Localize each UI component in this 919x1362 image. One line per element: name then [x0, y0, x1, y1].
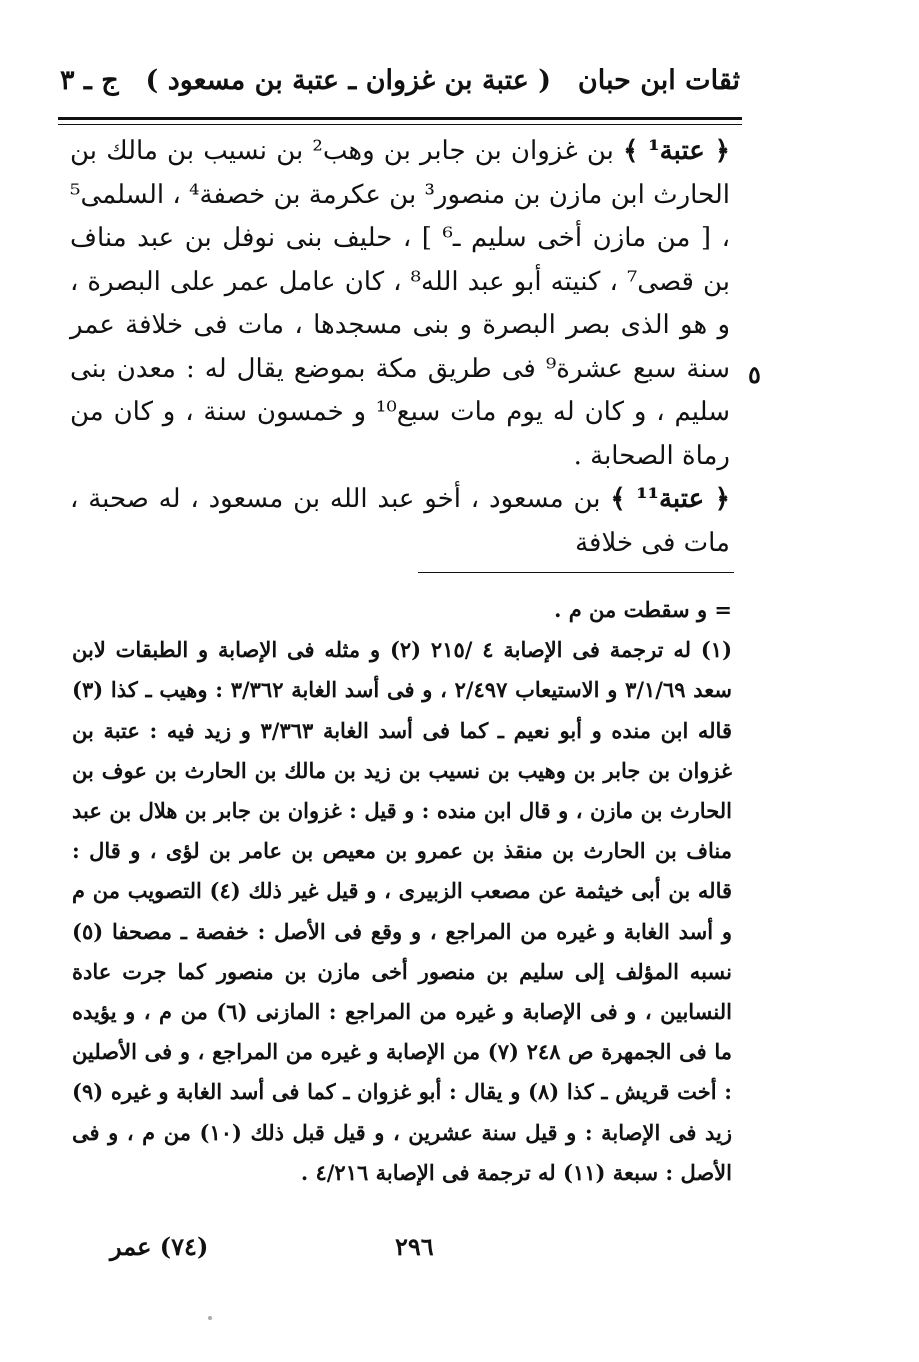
page-footer	[110, 1232, 740, 1272]
header-rule-thick	[58, 117, 742, 120]
header-rule-thin	[58, 124, 742, 125]
entry-text: بن غزوان بن جابر بن وهب² بن نسيب بن مالك بن الحارث ابن مازن بن منصور³ بن عكرمة بن خصفة⁴ ، السلمى⁵ ، [ من مازن أخى سليم ـ⁶ ] ، حليف بنى نوفل بن عبد مناف بن قصى⁷ ، كنيته أبو عبد الله⁸ ، كان عامل عمر على البصرة ، و هو الذى بصر البصرة و بنى مسجدها ، مات فى خلافة عمر سنة سبع عشرة⁹ فى طريق مكة بموضع يقال له : معدن بنى سليم ، و كان له يوم مات سبع¹⁰ و خمسون سنة ، و كان من رماة الصحابة .	[70, 136, 730, 471]
main-text	[70, 130, 730, 565]
running-header	[60, 58, 740, 102]
footnote-separator	[418, 572, 734, 573]
signature-mark: (٧٤) عمر	[110, 1232, 209, 1261]
entry-name: ﴿ عتبة¹¹ ﴾	[610, 484, 730, 514]
section-title: ( عتبة بن غزوان ـ عتبة بن مسعود )	[145, 64, 552, 96]
footnote-continuation: = و سقطت من م .	[554, 597, 732, 622]
line-number-marker: ٥	[748, 360, 761, 389]
entry-utba-ibn-ghazwan	[70, 130, 730, 478]
paper-speck	[208, 1316, 212, 1320]
entry-utba-ibn-masud	[70, 478, 730, 565]
page-number: ٢٩٦	[395, 1232, 434, 1261]
book-title: ثقات ابن حبان	[577, 64, 740, 96]
entry-name: ﴿ عتبة¹ ﴾	[623, 136, 730, 166]
footnotes	[72, 590, 732, 1193]
entry-text: بن مسعود ، أخو عبد الله بن مسعود ، له صحبة ، مات فى خلافة	[70, 484, 730, 558]
volume-label: ج ـ ٣	[60, 64, 119, 96]
footnotes-body: (١) له ترجمة فى الإصابة ٤ /٢١٥ (٢) و مثله فى الإصابة و الطبقات لابن سعد ٣/١/٦٩ و الاستيعاب ٢/٤٩٧ ، و فى أسد الغابة ٣/٣٦٢ : وهيب ـ كذا (٣) قاله ابن منده و أبو نعيم ـ كما فى أسد الغابة ٣/٣٦٣ و زيد فيه : عتبة بن غزوان بن جابر بن وهيب بن نسيب بن زيد بن مالك بن الحارث بن عوف بن الحارث بن مازن ، و قال ابن منده : و قيل : غزوان بن جابر بن هلال بن عبد مناف بن الحارث بن منقذ بن عمرو بن معيص بن عامر بن لؤى ، و قال : قاله بن أبى خيثمة عن مصعب الزبيرى ، و قيل غير ذلك (٤) التصويب من م و أسد الغابة و غيره من المراجع ، و وقع فى الأصل : خفصة ـ مصحفا (٥) نسبه المؤلف إلى سليم بن منصور أخى مازن بن منصور كما جرت عادة النسابين ، و فى الإصابة و غيره من المراجع : المازنى (٦) من م ، و يؤيده ما فى الجمهرة ص ٢٤٨ (٧) من الإصابة و غيره من المراجع ، و فى الأصلين : أخت قريش ـ كذا (٨) و يقال : أبو غزوان ـ كما فى أسد الغابة و غيره (٩) زيد فى الإصابة : و قيل سنة عشرين ، و قيل قبل ذلك (١٠) من م ، و فى الأصل : سبعة (١١) له ترجمة فى الإصابة ٤/٢١٦ .	[72, 637, 733, 1185]
